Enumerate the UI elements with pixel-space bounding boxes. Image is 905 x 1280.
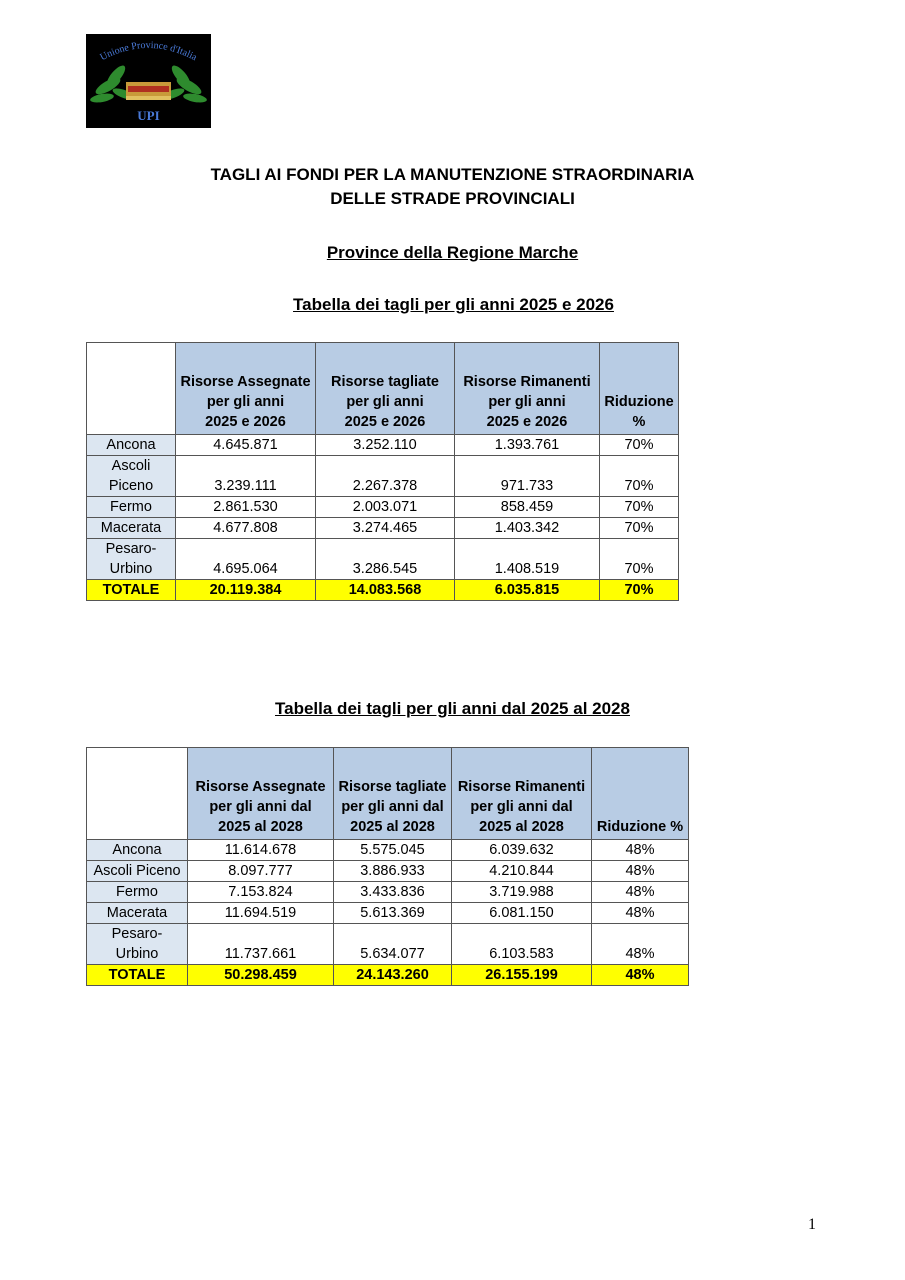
cell-remaining: 1.408.519: [455, 539, 600, 580]
cell-reduction: 48%: [592, 903, 689, 924]
table-row: [87, 518, 679, 539]
title-line-2: DELLE STRADE PROVINCIALI: [330, 189, 575, 208]
cell-reduction: 70%: [600, 539, 679, 580]
col-header-reduction: Riduzione %: [600, 343, 679, 435]
cell-cut: 3.252.110: [316, 435, 455, 456]
cell-reduction: 70%: [600, 456, 679, 497]
cell-reduction: 48%: [592, 882, 689, 903]
cell-assigned: 3.239.111: [176, 456, 316, 497]
total-reduction: 70%: [600, 580, 679, 601]
table-row: [87, 861, 689, 882]
total-row: [87, 965, 689, 986]
corner-cell: [87, 343, 176, 435]
table-row: [87, 539, 679, 580]
cell-cut: 3.433.836: [334, 882, 452, 903]
table-row: [87, 840, 689, 861]
col-header-assigned: Risorse Assegnate per gli anni 2025 e 2026: [176, 343, 316, 435]
total-cut: 24.143.260: [334, 965, 452, 986]
cell-reduction: 70%: [600, 518, 679, 539]
total-label: TOTALE: [87, 580, 176, 601]
cell-remaining: 858.459: [455, 497, 600, 518]
total-assigned: 50.298.459: [188, 965, 334, 986]
table-row: [87, 903, 689, 924]
cell-remaining: 4.210.844: [452, 861, 592, 882]
province-name: Ascoli Piceno: [87, 456, 176, 497]
province-name: Ascoli Piceno: [87, 861, 188, 882]
table-cuts-2025-2028: [86, 747, 689, 986]
cell-cut: 5.575.045: [334, 840, 452, 861]
cell-assigned: 4.695.064: [176, 539, 316, 580]
cell-reduction: 48%: [592, 861, 689, 882]
total-remaining: 26.155.199: [452, 965, 592, 986]
cell-assigned: 7.153.824: [188, 882, 334, 903]
page-number: 1: [808, 1216, 816, 1233]
col-header-cut: Risorse tagliate per gli anni dal 2025 al 2028: [334, 748, 452, 840]
province-name: Macerata: [87, 518, 176, 539]
col-header-cut: Risorse tagliate per gli anni 2025 e 2026: [316, 343, 455, 435]
col-header-remaining: Risorse Rimanenti per gli anni dal 2025 al 2028: [452, 748, 592, 840]
cell-assigned: 11.614.678: [188, 840, 334, 861]
cell-assigned: 11.694.519: [188, 903, 334, 924]
upi-logo: [86, 34, 211, 128]
col-header-reduction: Riduzione %: [592, 748, 689, 840]
table-row: [87, 435, 679, 456]
total-remaining: 6.035.815: [455, 580, 600, 601]
province-name: Pesaro- Urbino: [87, 539, 176, 580]
col-header-remaining: Risorse Rimanenti per gli anni 2025 e 2026: [455, 343, 600, 435]
cell-reduction: 48%: [592, 924, 689, 965]
title-line-1: TAGLI AI FONDI PER LA MANUTENZIONE STRAORDINARIA: [210, 165, 695, 184]
cell-assigned: 4.677.808: [176, 518, 316, 539]
total-assigned: 20.119.384: [176, 580, 316, 601]
table-row: [87, 924, 689, 965]
cell-reduction: 70%: [600, 497, 679, 518]
cell-assigned: 8.097.777: [188, 861, 334, 882]
cell-remaining: 1.403.342: [455, 518, 600, 539]
cell-cut: 3.274.465: [316, 518, 455, 539]
cell-remaining: 6.039.632: [452, 840, 592, 861]
province-name: Pesaro- Urbino: [87, 924, 188, 965]
province-name: Fermo: [87, 497, 176, 518]
cell-reduction: 70%: [600, 435, 679, 456]
total-reduction: 48%: [592, 965, 689, 986]
logo-caption: Unione Province d'Italia: [98, 39, 199, 64]
cell-assigned: 2.861.530: [176, 497, 316, 518]
cell-remaining: 6.081.150: [452, 903, 592, 924]
corner-cell: [87, 748, 188, 840]
cell-cut: 3.286.545: [316, 539, 455, 580]
cell-remaining: 6.103.583: [452, 924, 592, 965]
cell-remaining: 971.733: [455, 456, 600, 497]
table-row: [87, 882, 689, 903]
province-name: Macerata: [87, 903, 188, 924]
cell-assigned: 4.645.871: [176, 435, 316, 456]
table1-heading-text: Tabella dei tagli per gli anni 2025 e 2026: [293, 295, 614, 314]
total-label: TOTALE: [87, 965, 188, 986]
cell-cut: 3.886.933: [334, 861, 452, 882]
table-row: [87, 456, 679, 497]
table-row: [87, 497, 679, 518]
table-cuts-2025-2026: [86, 342, 679, 601]
region-heading: [0, 241, 905, 265]
table1-heading: [0, 293, 905, 317]
cell-cut: 2.003.071: [316, 497, 455, 518]
province-name: Ancona: [87, 840, 188, 861]
cell-reduction: 48%: [592, 840, 689, 861]
table2-heading-text: Tabella dei tagli per gli anni dal 2025 al 2028: [275, 699, 630, 718]
cell-cut: 2.267.378: [316, 456, 455, 497]
region-heading-text: Province della Regione Marche: [326, 243, 579, 262]
col-header-assigned: Risorse Assegnate per gli anni dal 2025 al 2028: [188, 748, 334, 840]
province-name: Ancona: [87, 435, 176, 456]
cell-cut: 5.634.077: [334, 924, 452, 965]
cell-assigned: 11.737.661: [188, 924, 334, 965]
cell-remaining: 3.719.988: [452, 882, 592, 903]
logo-label: UPI: [137, 108, 160, 123]
document-title: [0, 163, 905, 211]
table2-heading: [0, 697, 905, 721]
cell-remaining: 1.393.761: [455, 435, 600, 456]
total-cut: 14.083.568: [316, 580, 455, 601]
cell-cut: 5.613.369: [334, 903, 452, 924]
province-name: Fermo: [87, 882, 188, 903]
total-row: [87, 580, 679, 601]
